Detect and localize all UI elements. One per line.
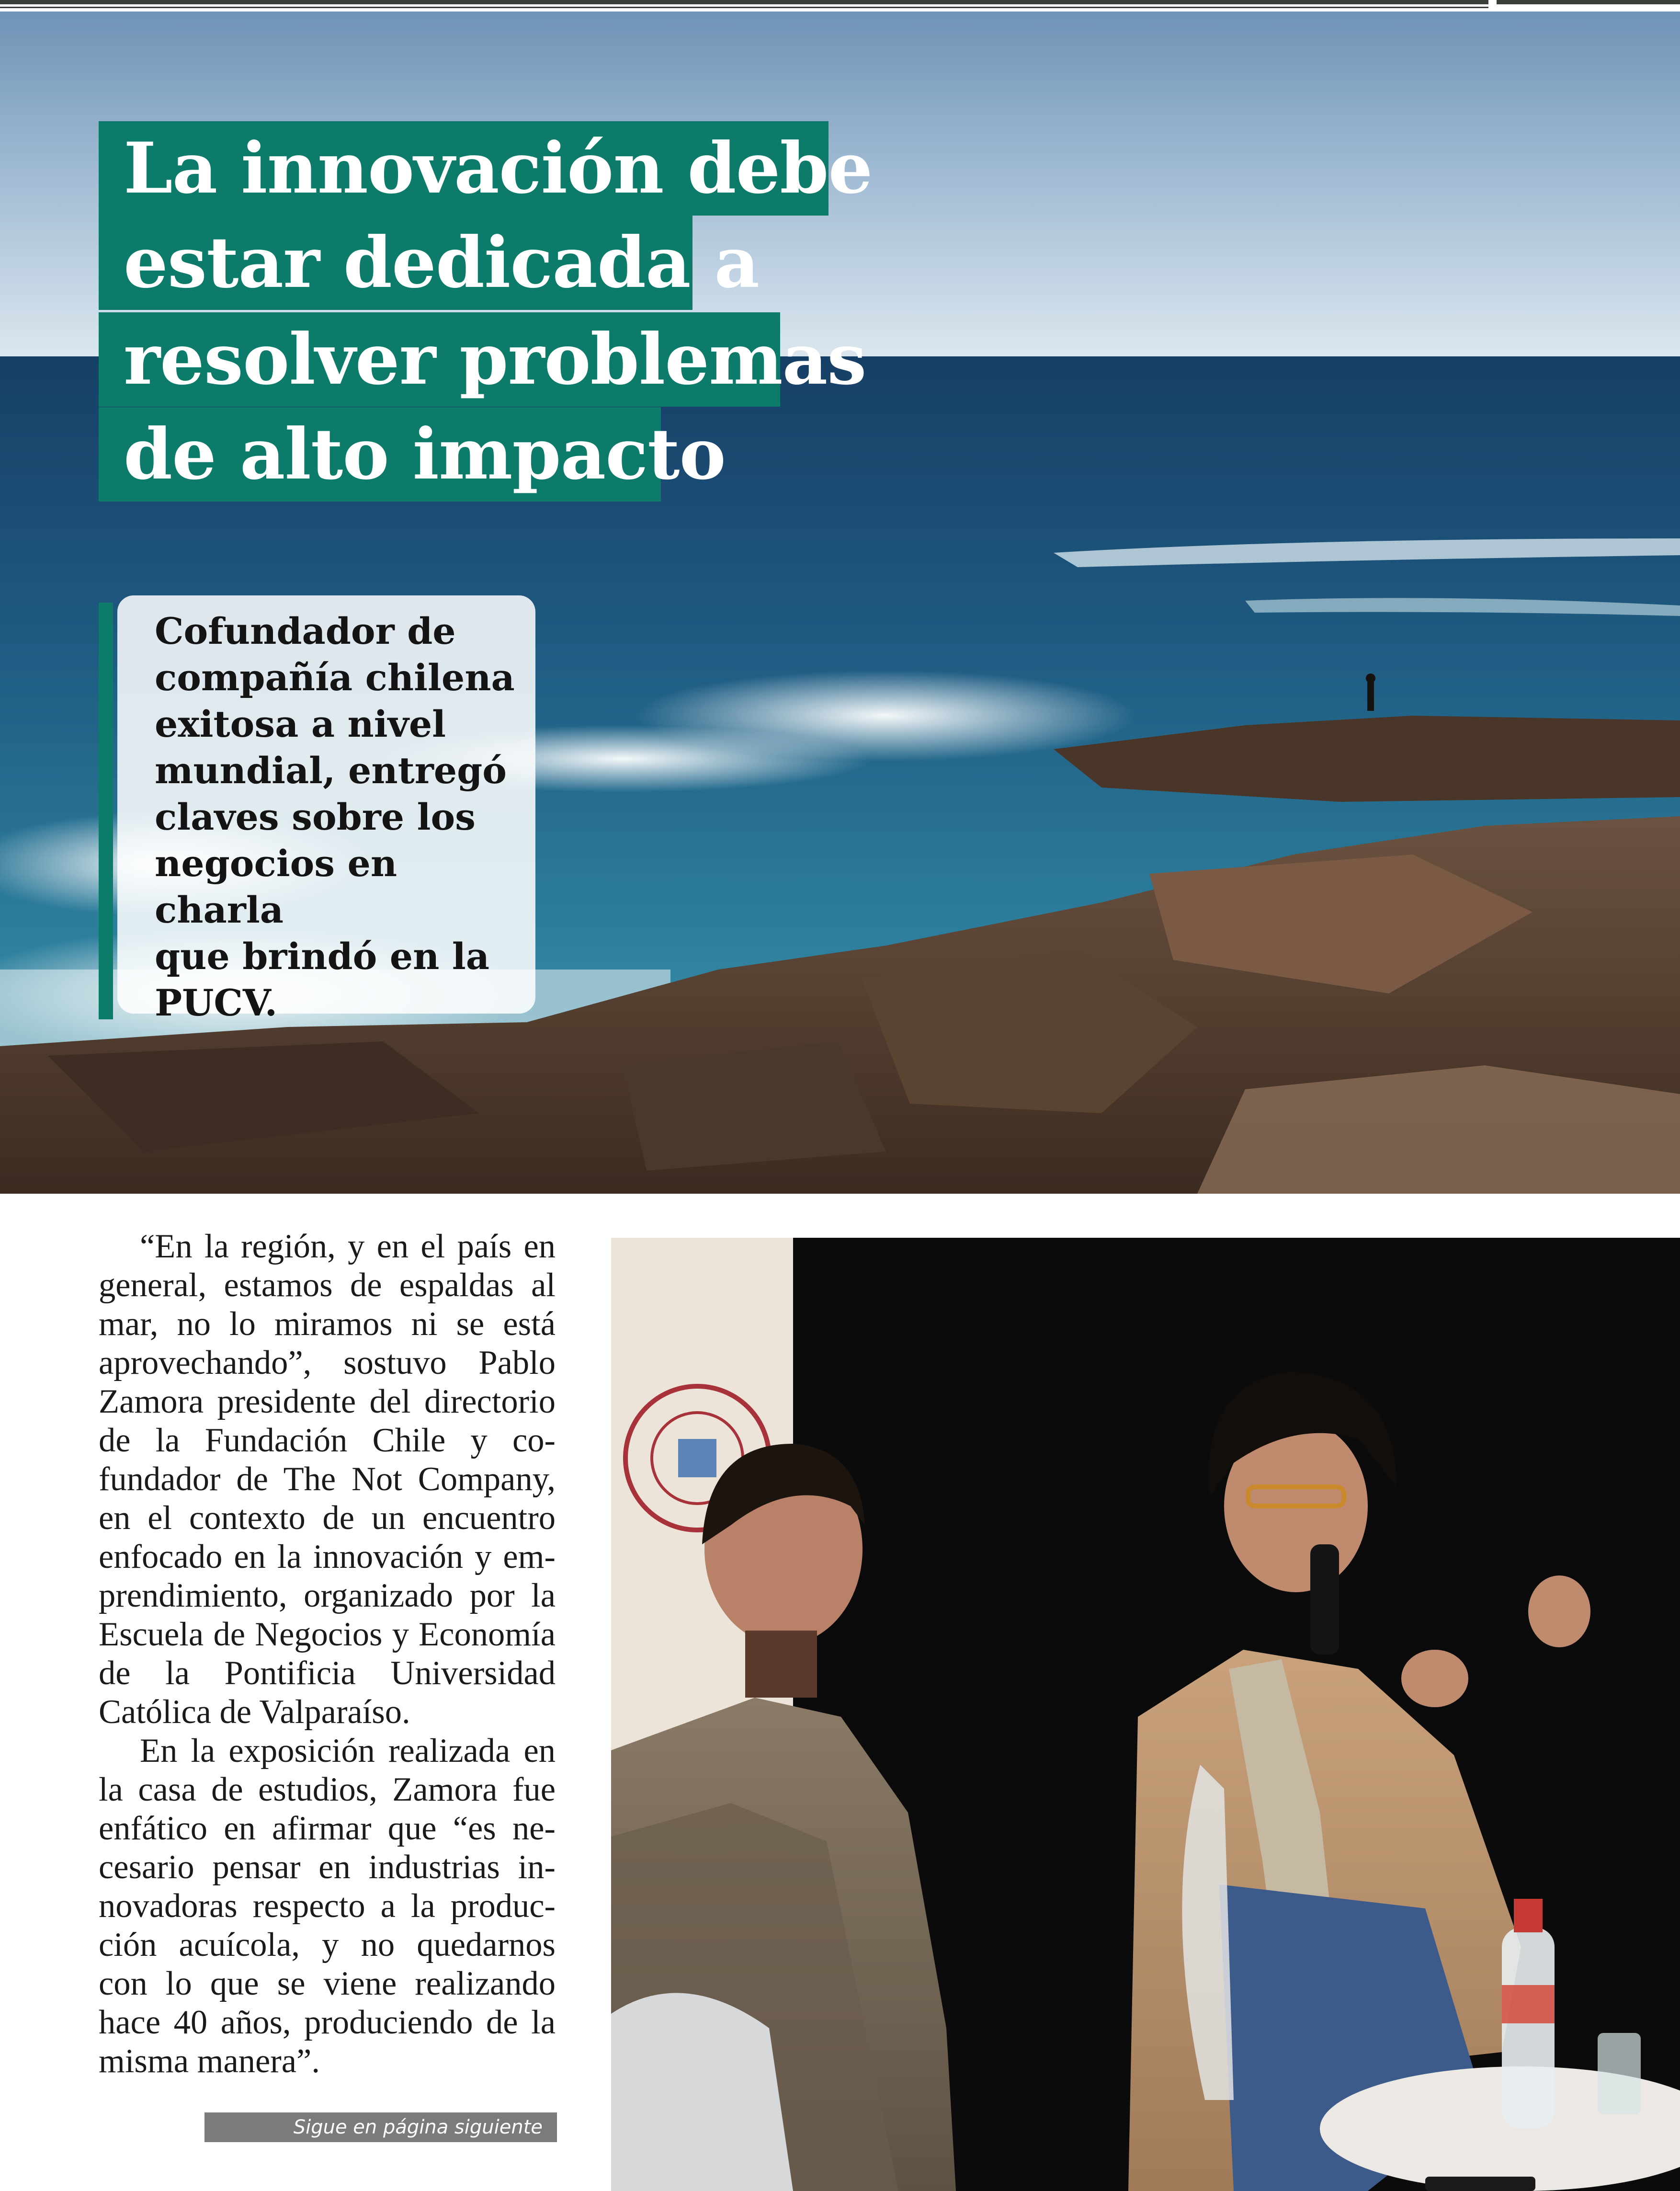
top-rule-thin <box>0 7 1488 8</box>
headline-line-1: La innovación debe <box>99 121 829 216</box>
headline-line-2: estar dedicada a <box>99 216 692 310</box>
deck-accent-bar <box>99 603 113 1019</box>
paragraph-1: “En la región, y en el país en general, estamos de espaldas al mar, no lo miramos ni se está aprovechando”, sostuvo Pablo Zamora presidente del directorio de la Fundación Chile y cofundador de The Not Company, en el contexto de un encuentro enfocado en la innovación y emprendimiento, organizado por la Escuela de Negocios y Economía de la Pontificia Universidad Católica de Valparaíso. <box>99 1228 556 1731</box>
top-rule <box>0 0 1488 4</box>
headline-line-4: de alto impacto <box>99 407 661 502</box>
headline-line-3: resolver problemas <box>99 312 780 407</box>
article-body <box>99 1227 556 2081</box>
paragraph-2: En la exposición realizada en la casa de estudios, Zamora fue enfático en afirmar que “es necesario pensar en industrias innovadoras respecto a la producción acuícola, y no quedarnos con lo que se viene realizando hace 40 años, produciendo de la misma manera”. <box>99 1732 556 2080</box>
deck-box <box>117 595 535 1024</box>
continuation-note: Sigue en página siguiente <box>204 2112 557 2142</box>
event-speakers-photo <box>611 1238 1680 2191</box>
top-rule-right <box>1497 0 1680 4</box>
deck-text: Cofundador de compañía chilena exitosa a nivel mundial, entregó claves sobre los negocios en charla que brindó en la PUCV. <box>155 610 515 1024</box>
